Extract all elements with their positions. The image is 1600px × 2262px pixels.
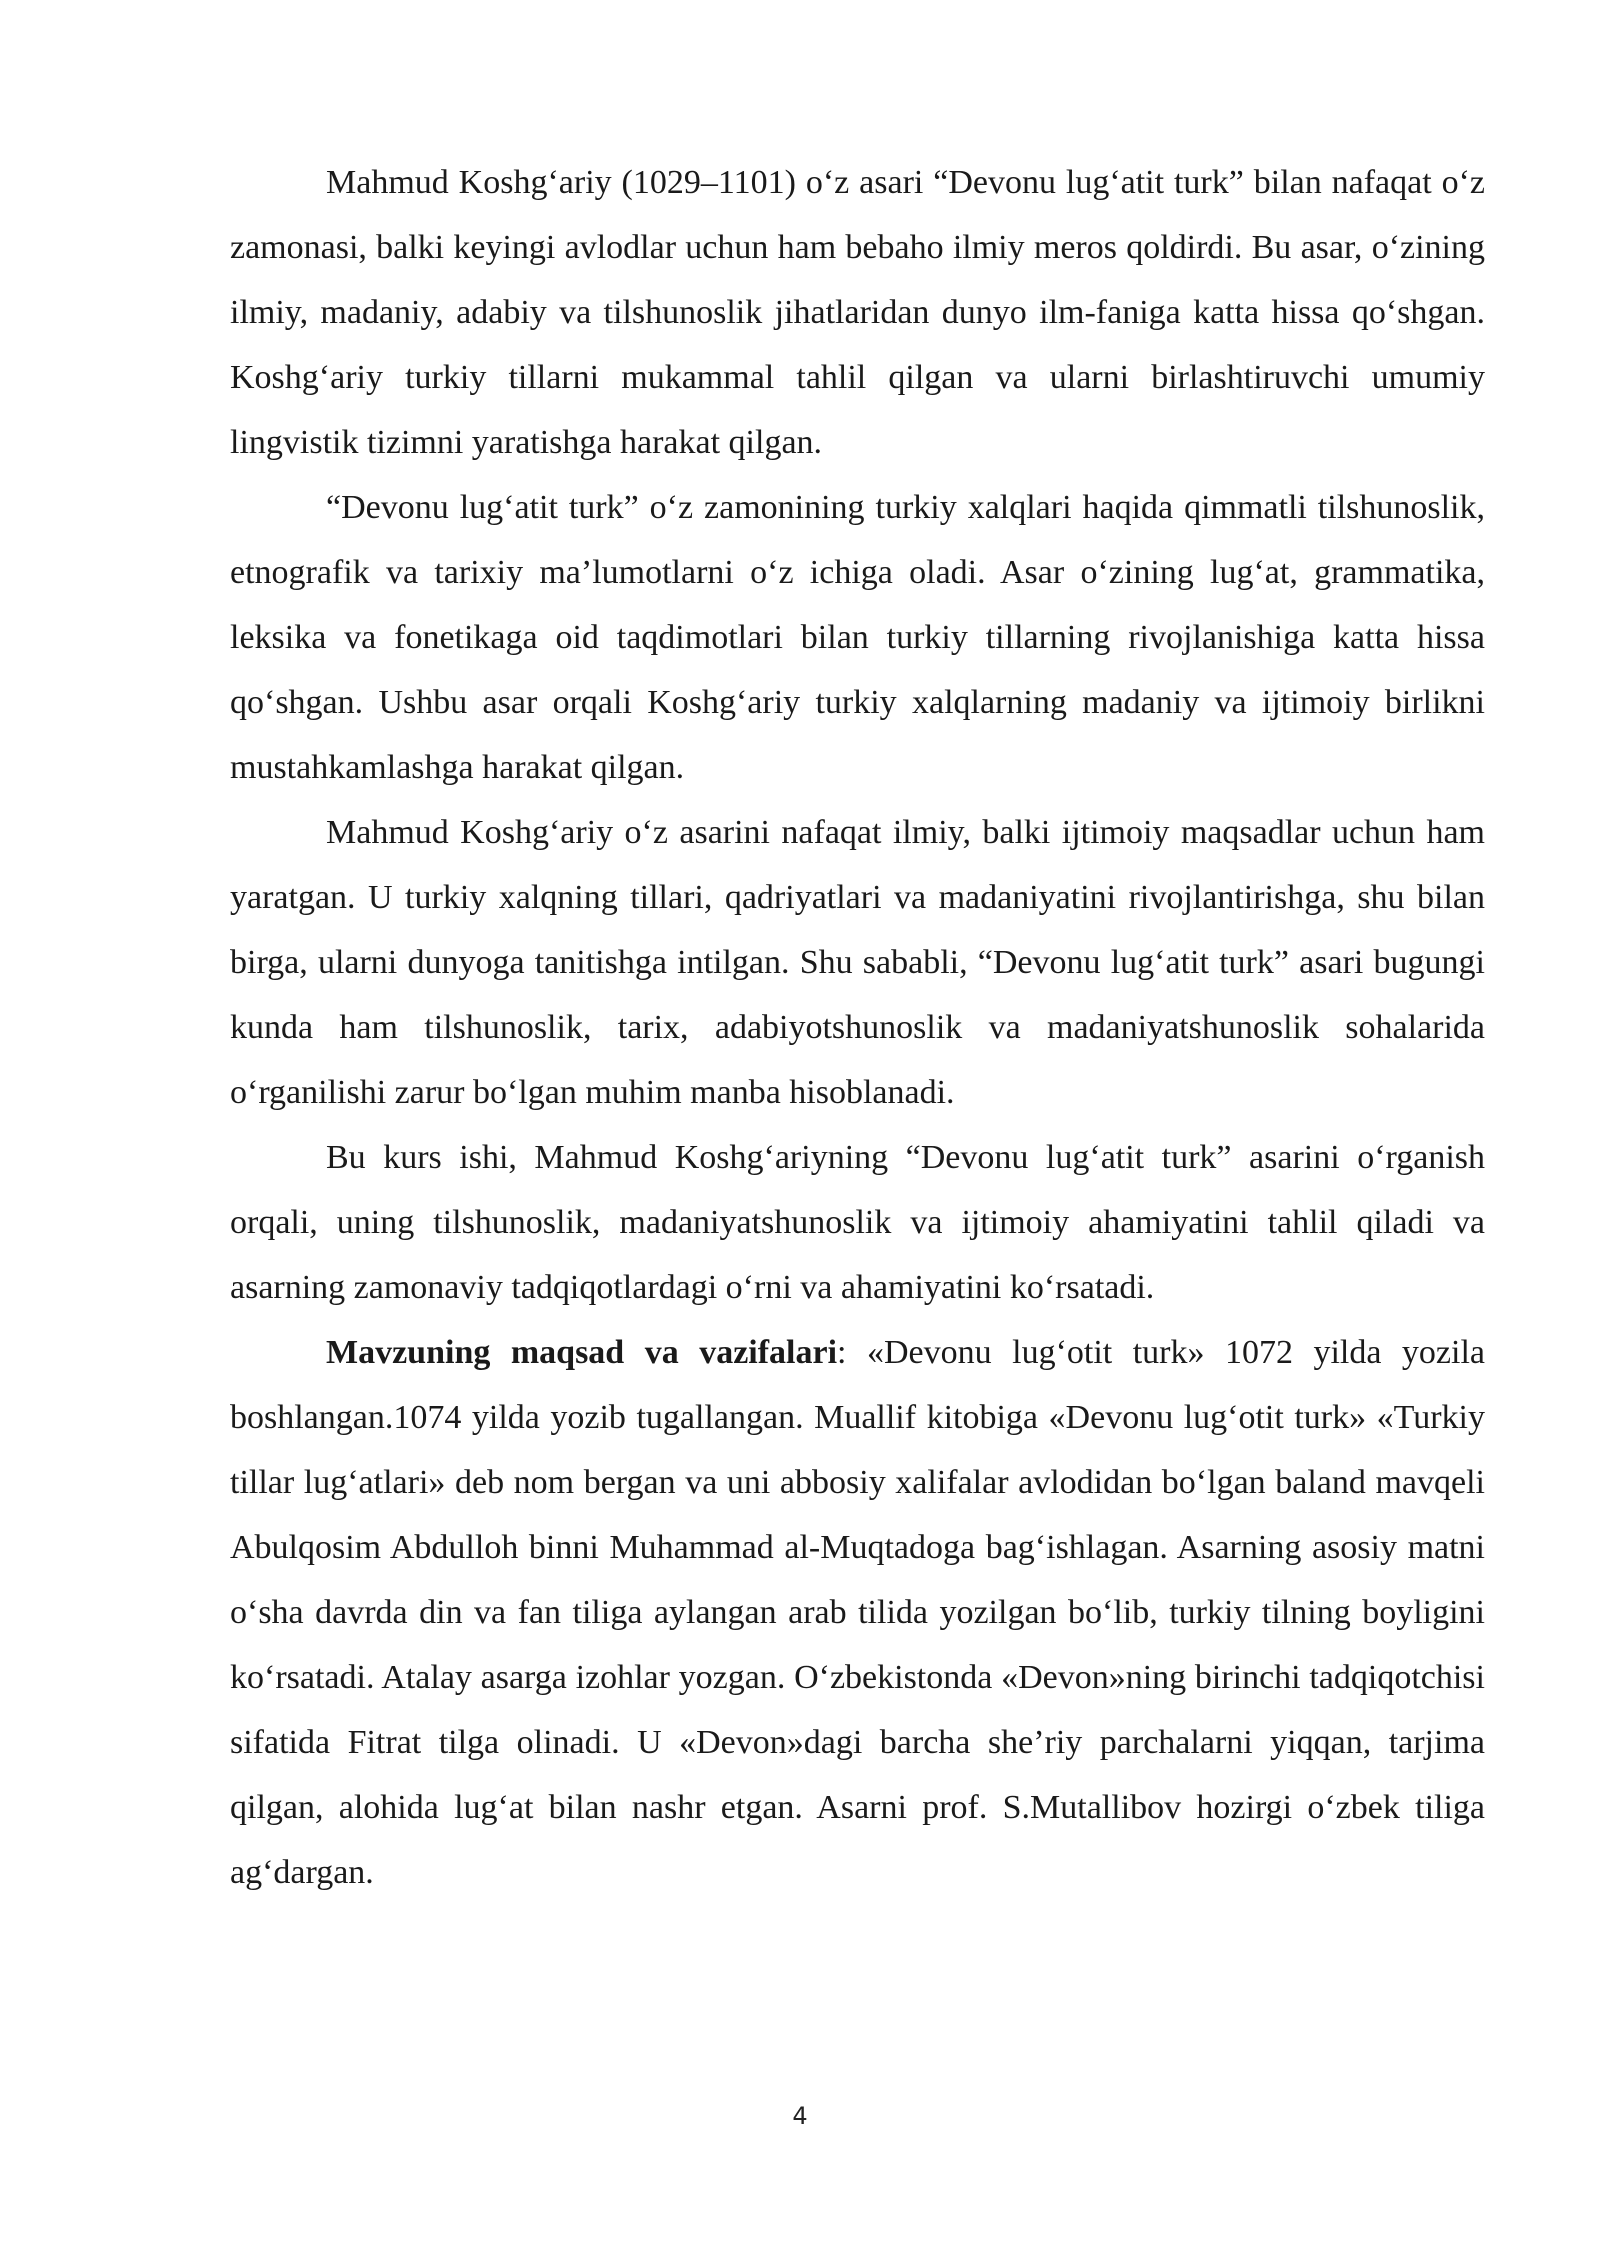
goals-heading: Mavzuning maqsad va vazifalari [326, 1334, 838, 1371]
page-body [230, 150, 1485, 1905]
goals-body: «Devonu lug‘otit turk» 1072 yilda yozila boshlangan.1074 yilda yozib tugallangan. Muallif kitobiga «Devonu lug‘otit turk» «Turkiy tillar lug‘atlari» deb nom bergan va uni abbosiy xalifalar avlodidan bo‘lgan baland mavqeli Abulqosim Abdulloh binni Muhammad al-Muqtadoga bag‘ishlagan. Asarning asosiy matni o‘sha davrda din va fan tiliga aylangan arab tilida yozilgan bo‘lib, turkiy tilning boyligini ko‘rsatadi. Atalay asarga izohlar yozgan. O‘zbekistonda «Devon»ning birinchi tadqiqotchisi sifatida Fitrat tilga olinadi. U «Devon»dagi barcha she’riy parchalarni yiqqan, tarjima qilgan, alohida lug‘at bilan nashr etgan. Asarni prof. S.Mutallibov hozirgi o‘zbek tiliga ag‘dargan. [230, 1334, 1486, 1891]
paragraph-devon-overview: “Devonu lug‘atit turk” o‘z zamonining turkiy xalqlari haqida qimmatli tilshunoslik, etnografik va tarixiy ma’lumotlarni o‘z ichiga oladi. Asar o‘zining lug‘at, grammatika, leksika va fonetikaga oid taqdimotlari bilan turkiy tillarning rivojlanishiga katta hissa qo‘shgan. Ushbu asar orqali Koshg‘ariy turkiy xalqlarning madaniy va ijtimoiy birlikni mustahkamlashga harakat qilgan. [230, 489, 1485, 786]
paragraph-course-work: Bu kurs ishi, Mahmud Koshg‘ariyning “Devonu lug‘atit turk” asarini o‘rganish orqali, uning tilshunoslik, madaniyatshunoslik va ijtimoiy ahamiyatini tahlil qiladi va asarning zamonaviy tadqiqotlardagi o‘rni va ahamiyatini ko‘rsatadi. [230, 1139, 1485, 1306]
page-number: 4 [792, 2102, 808, 2130]
goals-separator: : [837, 1334, 867, 1371]
paragraph-intro: Mahmud Koshg‘ariy (1029–1101) o‘z asari “Devonu lug‘atit turk” bilan nafaqat o‘z zamonasi, balki keyingi avlodlar uchun ham bebaho ilmiy meros qoldirdi. Bu asar, o‘zining ilmiy, madaniy, adabiy va tilshunoslik jihatlaridan dunyo ilm-faniga katta hissa qo‘shgan. Koshg‘ariy turkiy tillarni mukammal tahlil qilgan va ularni birlashtiruvchi umumiy lingvistik tizimni yaratishga harakat qilgan. [230, 164, 1485, 461]
paragraph-goals [230, 1320, 1485, 1905]
paragraph-author-purpose: Mahmud Koshg‘ariy o‘z asarini nafaqat ilmiy, balki ijtimoiy maqsadlar uchun ham yaratgan. U turkiy xalqning tillari, qadriyatlari va madaniyatini rivojlantirishga, shu bilan birga, ularni dunyoga tanitishga intilgan. Shu sababli, “Devonu lug‘atit turk” asari bugungi kunda ham tilshunoslik, tarix, adabiyotshunoslik va madaniyatshunoslik sohalarida o‘rganilishi zarur bo‘lgan muhim manba hisoblanadi. [230, 814, 1485, 1111]
